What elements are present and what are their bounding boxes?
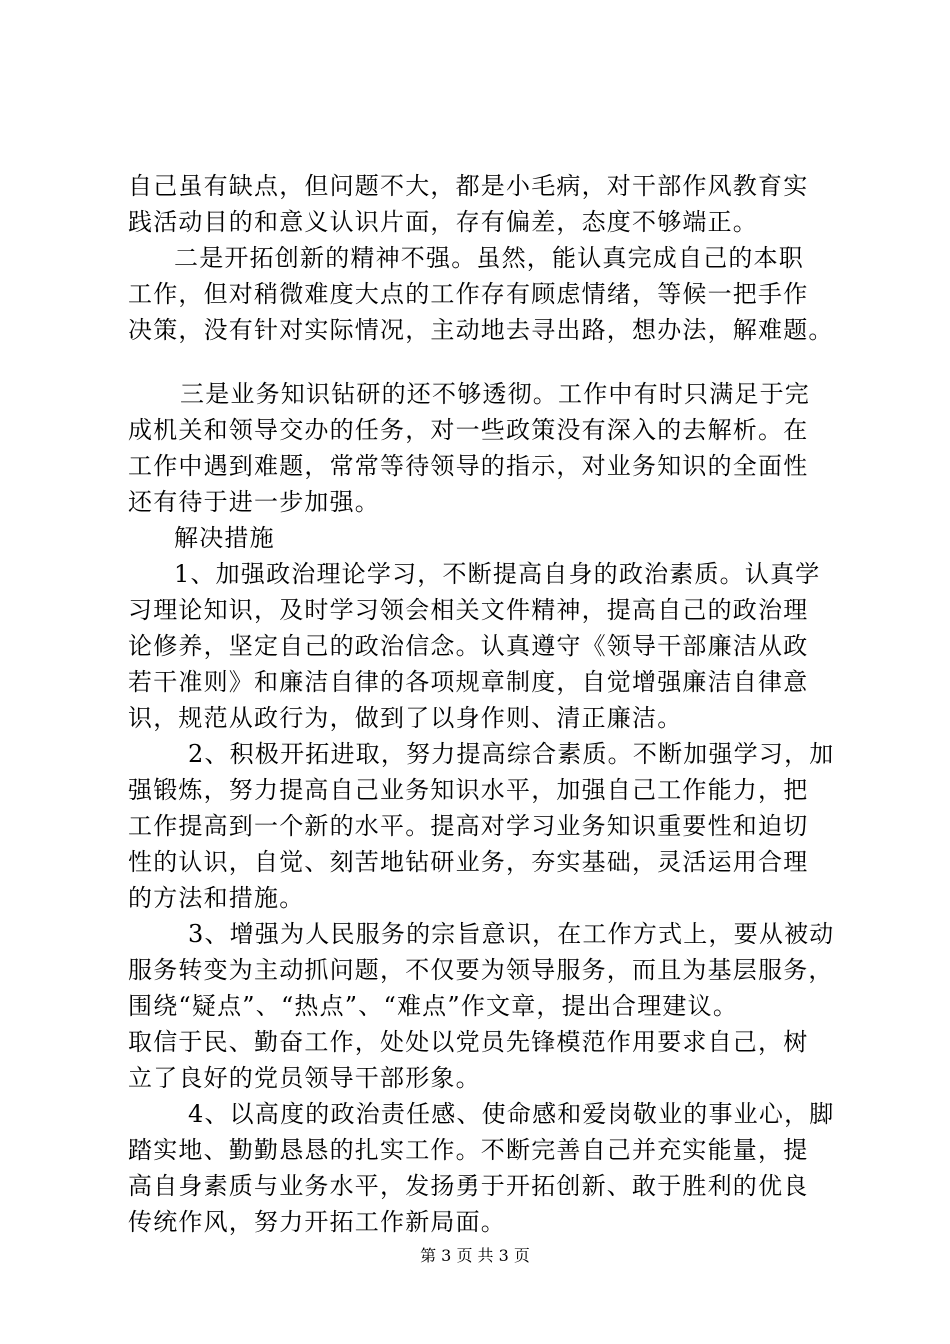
section-heading: 解决措施 — [174, 524, 275, 552]
text-line: 自己虽有缺点，但问题不大，都是小毛病，对干部作风教育实 — [128, 172, 809, 200]
text-line: 的方法和措施。 — [128, 884, 305, 912]
text-line: 工作，但对稍微难度大点的工作存有顾虑情绪，等候一把手作 — [128, 280, 809, 308]
text-line: 踏实地、勤勤恳恳的扎实工作。不断完善自己并充实能量，提 — [128, 1136, 809, 1164]
text-line: 强锻炼，努力提高自己业务知识水平，加强自己工作能力，把 — [128, 776, 809, 804]
text-line: 高自身素质与业务水平，发扬勇于开拓创新、敢于胜利的优良 — [128, 1172, 809, 1200]
text-line: 取信于民、勤奋工作，处处以党员先锋模范作用要求自己，树 — [128, 1028, 809, 1056]
paragraph-start: 二是开拓创新的精神不强。虽然，能认真完成自己的本职 — [174, 244, 804, 272]
paragraph-start: 1、加强政治理论学习，不断提高自身的政治素质。认真学 — [174, 560, 821, 588]
text-line: 识，规范从政行为，做到了以身作则、清正廉洁。 — [128, 704, 683, 732]
text-line: 还有待于进一步加强。 — [128, 488, 380, 516]
paragraph-gap — [128, 348, 858, 376]
text-line: 决策，没有针对实际情况，主动地去寻出路，想办法，解难题。 — [128, 316, 834, 344]
text-line: 践活动目的和意义认识片面，存有偏差，态度不够端正。 — [128, 208, 758, 236]
paragraph-start: 2、积极开拓进取，努力提高综合素质。不断加强学习，加 — [188, 740, 835, 768]
text-line: 传统作风，努力开拓工作新局面。 — [128, 1208, 506, 1236]
text-line: 立了良好的党员领导干部形象。 — [128, 1064, 481, 1092]
text-line: 服务转变为主动抓问题，不仅要为领导服务，而且为基层服务， — [128, 956, 834, 984]
paragraph-start: 4、以高度的政治责任感、使命感和爱岗敬业的事业心，脚 — [188, 1100, 835, 1128]
paragraph-start: 三是业务知识钻研的还不够透彻。工作中有时只满足于完 — [180, 380, 810, 408]
text-line: 工作中遇到难题，常常等待领导的指示，对业务知识的全面性 — [128, 452, 809, 480]
page-number-footer: 第 3 页 共 3 页 — [420, 1246, 530, 1265]
text-line: 围绕“疑点”、“热点”、“难点”作文章，提出合理建议。 — [128, 992, 739, 1020]
paragraph-start: 3、增强为人民服务的宗旨意识，在工作方式上，要从被动 — [188, 920, 835, 948]
text-line: 工作提高到一个新的水平。提高对学习业务知识重要性和迫切 — [128, 812, 809, 840]
document-body — [128, 168, 858, 1240]
text-line: 若干准则》和廉洁自律的各项规章制度，自觉增强廉洁自律意 — [128, 668, 809, 696]
text-line: 习理论知识，及时学习领会相关文件精神，提高自己的政治理 — [128, 596, 809, 624]
text-line: 性的认识，自觉、刻苦地钻研业务，夯实基础，灵活运用合理 — [128, 848, 809, 876]
text-line: 成机关和领导交办的任务，对一些政策没有深入的去解析。在 — [128, 416, 809, 444]
text-line: 论修养，坚定自己的政治信念。认真遵守《领导干部廉洁从政 — [128, 632, 809, 660]
